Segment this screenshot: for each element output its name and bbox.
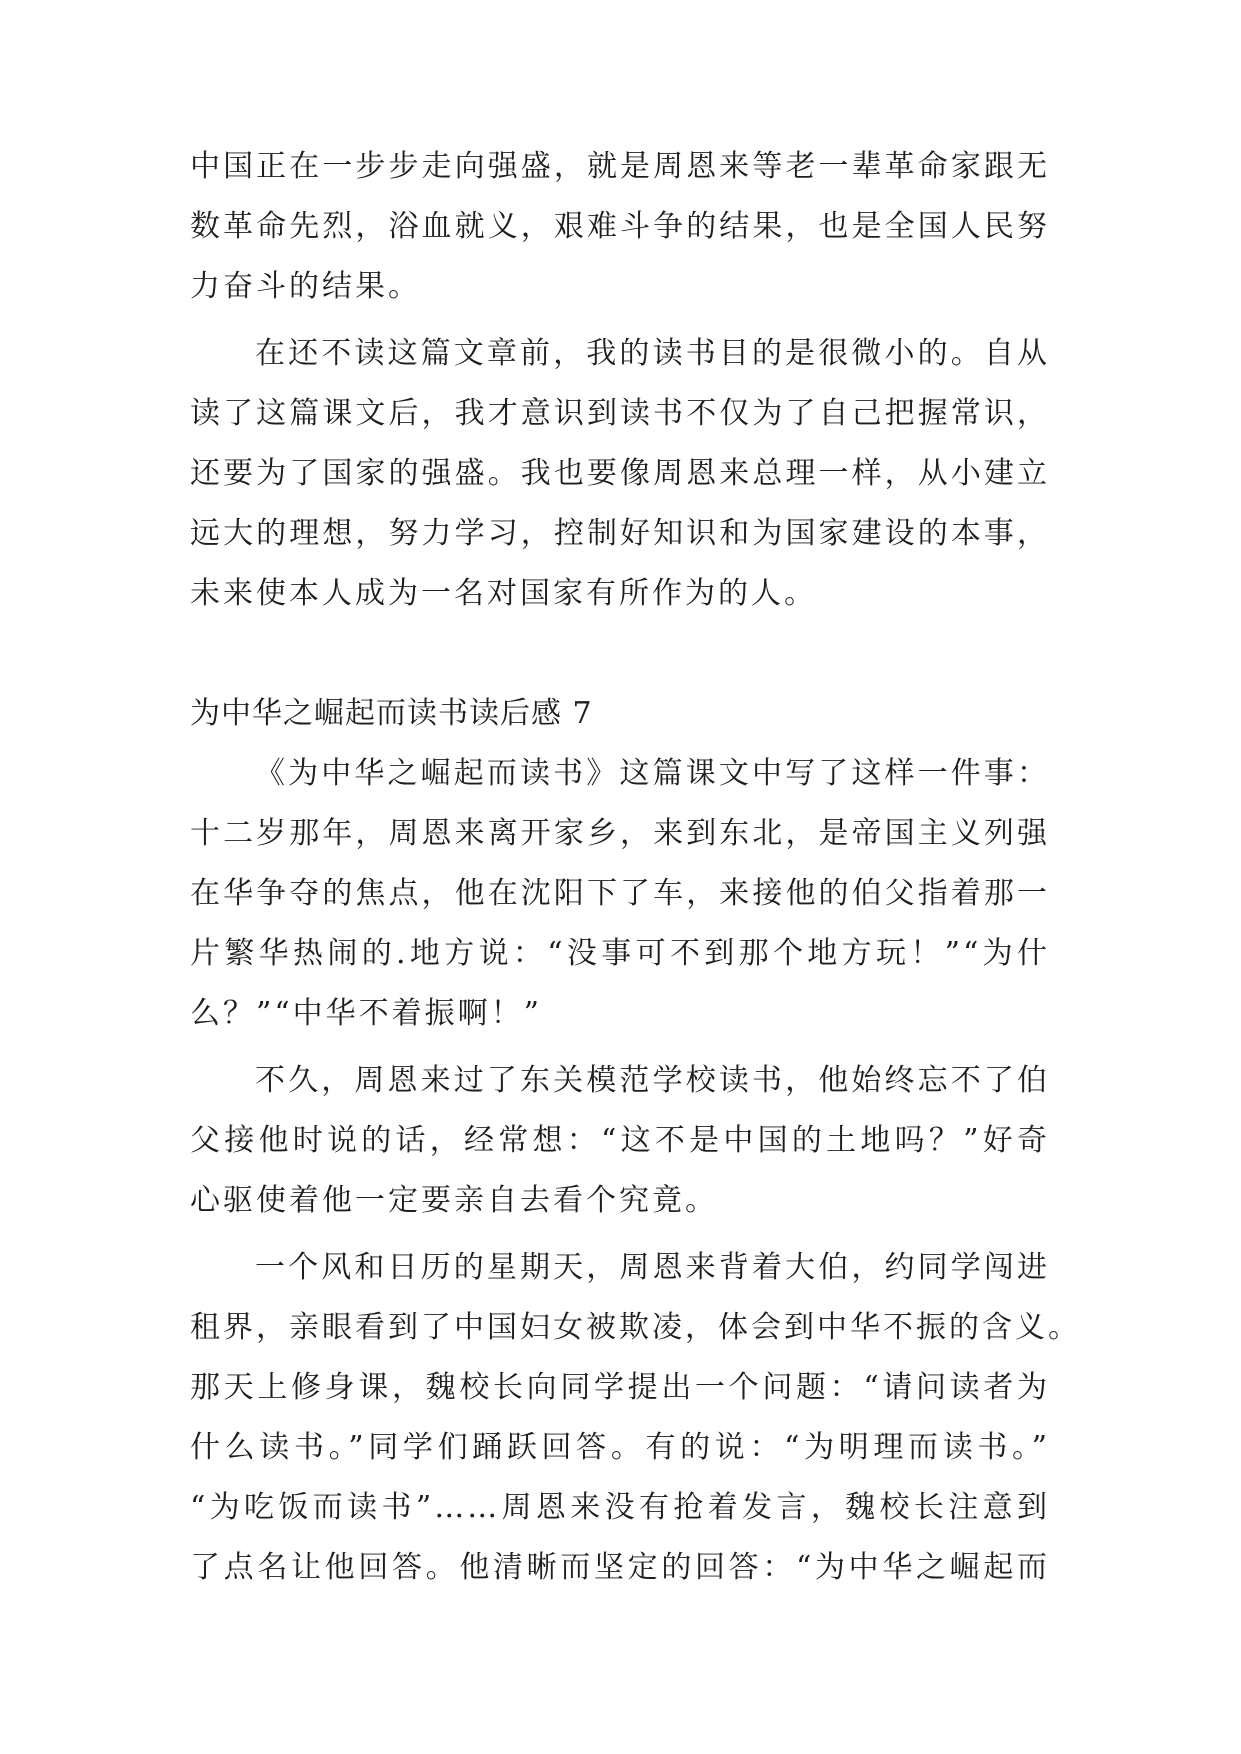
paragraph-2-line-3: 还要为了国家的强盛。我也要像周恩来总理一样，从小建立 (190, 456, 1050, 491)
paragraph-5-line-2: 租界，亲眼看到了中国妇女被欺凌，体会到中华不振的含义。 (190, 1310, 1081, 1345)
paragraph-5-line-3: 那天上修身课，魏校长向同学提出一个问题：“请问读者为 (190, 1370, 1050, 1405)
paragraph-3-line-2: 十二岁那年，周恩来离开家乡，来到东北，是帝国主义列强 (190, 816, 1050, 851)
paragraph-4-line-1: 不久，周恩来过了东关模范学校读书，他始终忘不了伯 (255, 1063, 1050, 1098)
paragraph-5-line-6: 了点名让他回答。他清晰而坚定的回答：“为中华之崛起而 (190, 1550, 1050, 1585)
paragraph-2-line-5: 未来使本人成为一名对国家有所作为的人。 (190, 576, 817, 611)
paragraph-5-line-5: “为吃饭而读书”……周恩来没有抢着发言，魏校长注意到 (190, 1490, 1050, 1525)
paragraph-2-line-1: 在还不读这篇文章前，我的读书目的是很微小的。自从 (255, 336, 1050, 371)
paragraph-4-line-3: 心驱使着他一定要亲自去看个究竟。 (190, 1183, 718, 1218)
paragraph-3-line-4: 片繁华热闹的.地方说：“没事可不到那个地方玩！”“为什 (190, 936, 1050, 971)
paragraph-3-line-5: 么？”“中华不着振啊！” (190, 996, 543, 1031)
paragraph-1-line-2: 数革命先烈，浴血就义，艰难斗争的结果，也是全国人民努 (190, 209, 1050, 244)
paragraph-2-line-4: 远大的理想，努力学习，控制好知识和为国家建设的本事， (190, 516, 1050, 551)
paragraph-5-line-4: 什么读书。”同学们踊跃回答。有的说：“为明理而读书。” (190, 1430, 1050, 1465)
paragraph-2-line-2: 读了这篇课文后，我才意识到读书不仅为了自己把握常识， (190, 396, 1050, 431)
paragraph-3-line-3: 在华争夺的焦点，他在沈阳下了车，来接他的伯父指着那一 (190, 876, 1050, 911)
paragraph-4-line-2: 父接他时说的话，经常想：“这不是中国的土地吗？”好奇 (190, 1123, 1050, 1158)
section-heading: 为中华之崛起而读书读后感 7 (190, 696, 593, 731)
paragraph-3-line-1: 《为中华之崛起而读书》这篇课文中写了这样一件事： (255, 756, 1050, 791)
paragraph-1-line-3: 力奋斗的结果。 (190, 269, 421, 304)
paragraph-5-line-1: 一个风和日历的星期天，周恩来背着大伯，约同学闯进 (255, 1250, 1050, 1285)
paragraph-1-line-1: 中国正在一步步走向强盛，就是周恩来等老一辈革命家跟无 (190, 149, 1050, 184)
